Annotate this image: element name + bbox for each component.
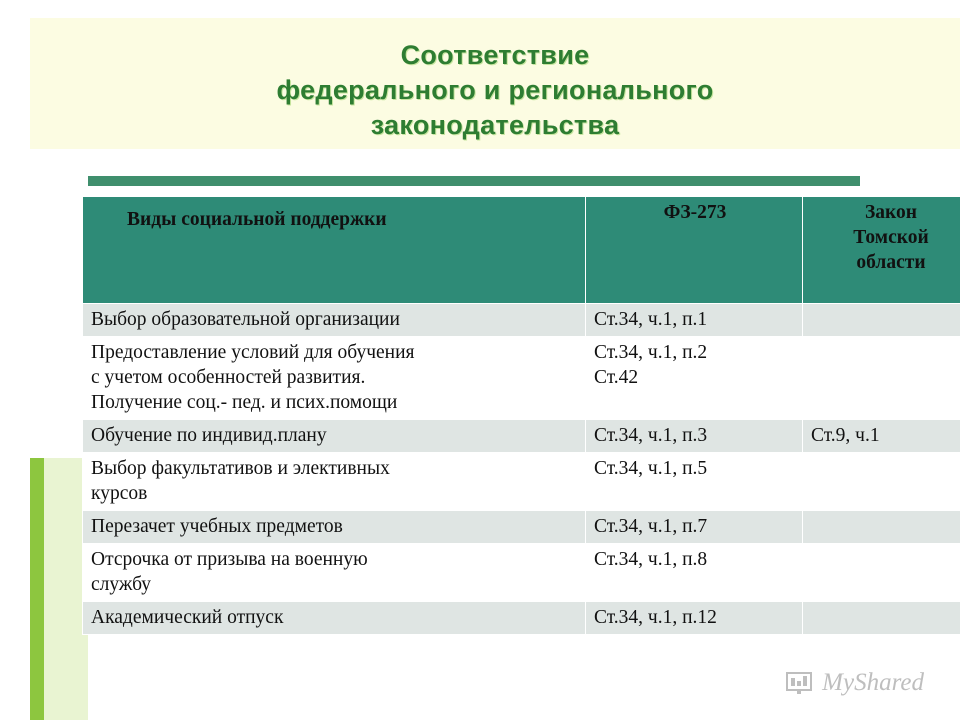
watermark-label: MyShared <box>822 669 924 696</box>
cell-line: Обучение по индивид.плану <box>91 425 327 446</box>
cell-tomsk-law <box>803 544 960 602</box>
watermark <box>784 668 924 698</box>
table-row <box>83 544 960 602</box>
cell-support-kind <box>83 602 586 635</box>
cell-federal-law <box>586 602 803 635</box>
title-banner-inner <box>30 18 960 149</box>
cell-line: Ст.34, ч.1, п.3 <box>594 425 708 446</box>
cell-line: Ст.34, ч.1, п.7 <box>594 516 708 537</box>
cell-support-kind <box>83 544 586 602</box>
page-title-line-2: федерального и регионального <box>276 75 714 105</box>
page-title-line-1: Соответствие <box>400 40 590 70</box>
cell-support-kind <box>83 511 586 544</box>
cell-line: с учетом особенностей развития. <box>91 367 366 388</box>
cell-tomsk-law <box>803 304 960 337</box>
cell-federal-law <box>586 511 803 544</box>
cell-support-kind <box>83 453 586 511</box>
cell-federal-law <box>586 453 803 511</box>
cell-line: Ст.34, ч.1, п.12 <box>594 607 717 628</box>
page-title-line-3: законодательства <box>370 110 620 140</box>
table-body <box>83 304 960 635</box>
cell-line: Академический отпуск <box>91 607 284 628</box>
column-header-tomsk-law-line-3: области <box>856 252 926 273</box>
cell-line: Ст.9, ч.1 <box>811 425 880 446</box>
table-row <box>83 511 960 544</box>
cell-support-kind <box>83 304 586 337</box>
cell-federal-law <box>586 544 803 602</box>
cell-support-kind <box>83 337 586 420</box>
column-header-federal-law: ФЗ-273 <box>586 197 803 304</box>
cell-line: Перезачет учебных предметов <box>91 516 343 537</box>
cell-tomsk-law <box>803 602 960 635</box>
column-header-support-kind: Виды социальной поддержки <box>83 197 586 304</box>
column-header-tomsk-law <box>803 197 960 304</box>
cell-line: Ст.34, ч.1, п.8 <box>594 549 708 570</box>
column-header-tomsk-law-line-2: Томской <box>853 227 929 248</box>
table-row <box>83 304 960 337</box>
cell-line: Выбор образовательной организации <box>91 309 400 330</box>
table-row <box>83 602 960 635</box>
cell-line: курсов <box>91 483 148 504</box>
cell-support-kind <box>83 420 586 453</box>
cell-tomsk-law <box>803 511 960 544</box>
cell-line: Предоставление условий для обучения <box>91 342 415 363</box>
cell-tomsk-law <box>803 453 960 511</box>
table-row <box>83 337 960 420</box>
cell-tomsk-law <box>803 337 960 420</box>
cell-federal-law <box>586 337 803 420</box>
decor-left-white-band <box>0 458 30 720</box>
page-title <box>30 38 960 143</box>
cell-line: Отсрочка от призыва на военную <box>91 549 368 570</box>
table-header-row <box>83 197 960 304</box>
comparison-table <box>82 196 960 635</box>
table-row <box>83 453 960 511</box>
decor-left-green-band <box>30 458 44 720</box>
cell-federal-law <box>586 304 803 337</box>
cell-line: Ст.42 <box>594 367 639 388</box>
cell-federal-law <box>586 420 803 453</box>
cell-line: Ст.34, ч.1, п.5 <box>594 458 708 479</box>
cell-line: Ст.34, ч.1, п.2 <box>594 342 708 363</box>
cell-line: Получение соц.- пед. и псих.помощи <box>91 392 398 413</box>
column-header-tomsk-law-line-1: Закон <box>864 202 917 223</box>
cell-line: Ст.34, ч.1, п.1 <box>594 309 708 330</box>
presentation-icon <box>784 668 814 698</box>
cell-tomsk-law <box>803 420 960 453</box>
table-row <box>83 420 960 453</box>
cell-line: службу <box>91 574 152 595</box>
comparison-table-wrapper <box>82 196 929 635</box>
cell-line: Выбор факультативов и элективных <box>91 458 390 479</box>
decor-accent-strip <box>88 176 860 186</box>
table-header <box>83 197 960 304</box>
